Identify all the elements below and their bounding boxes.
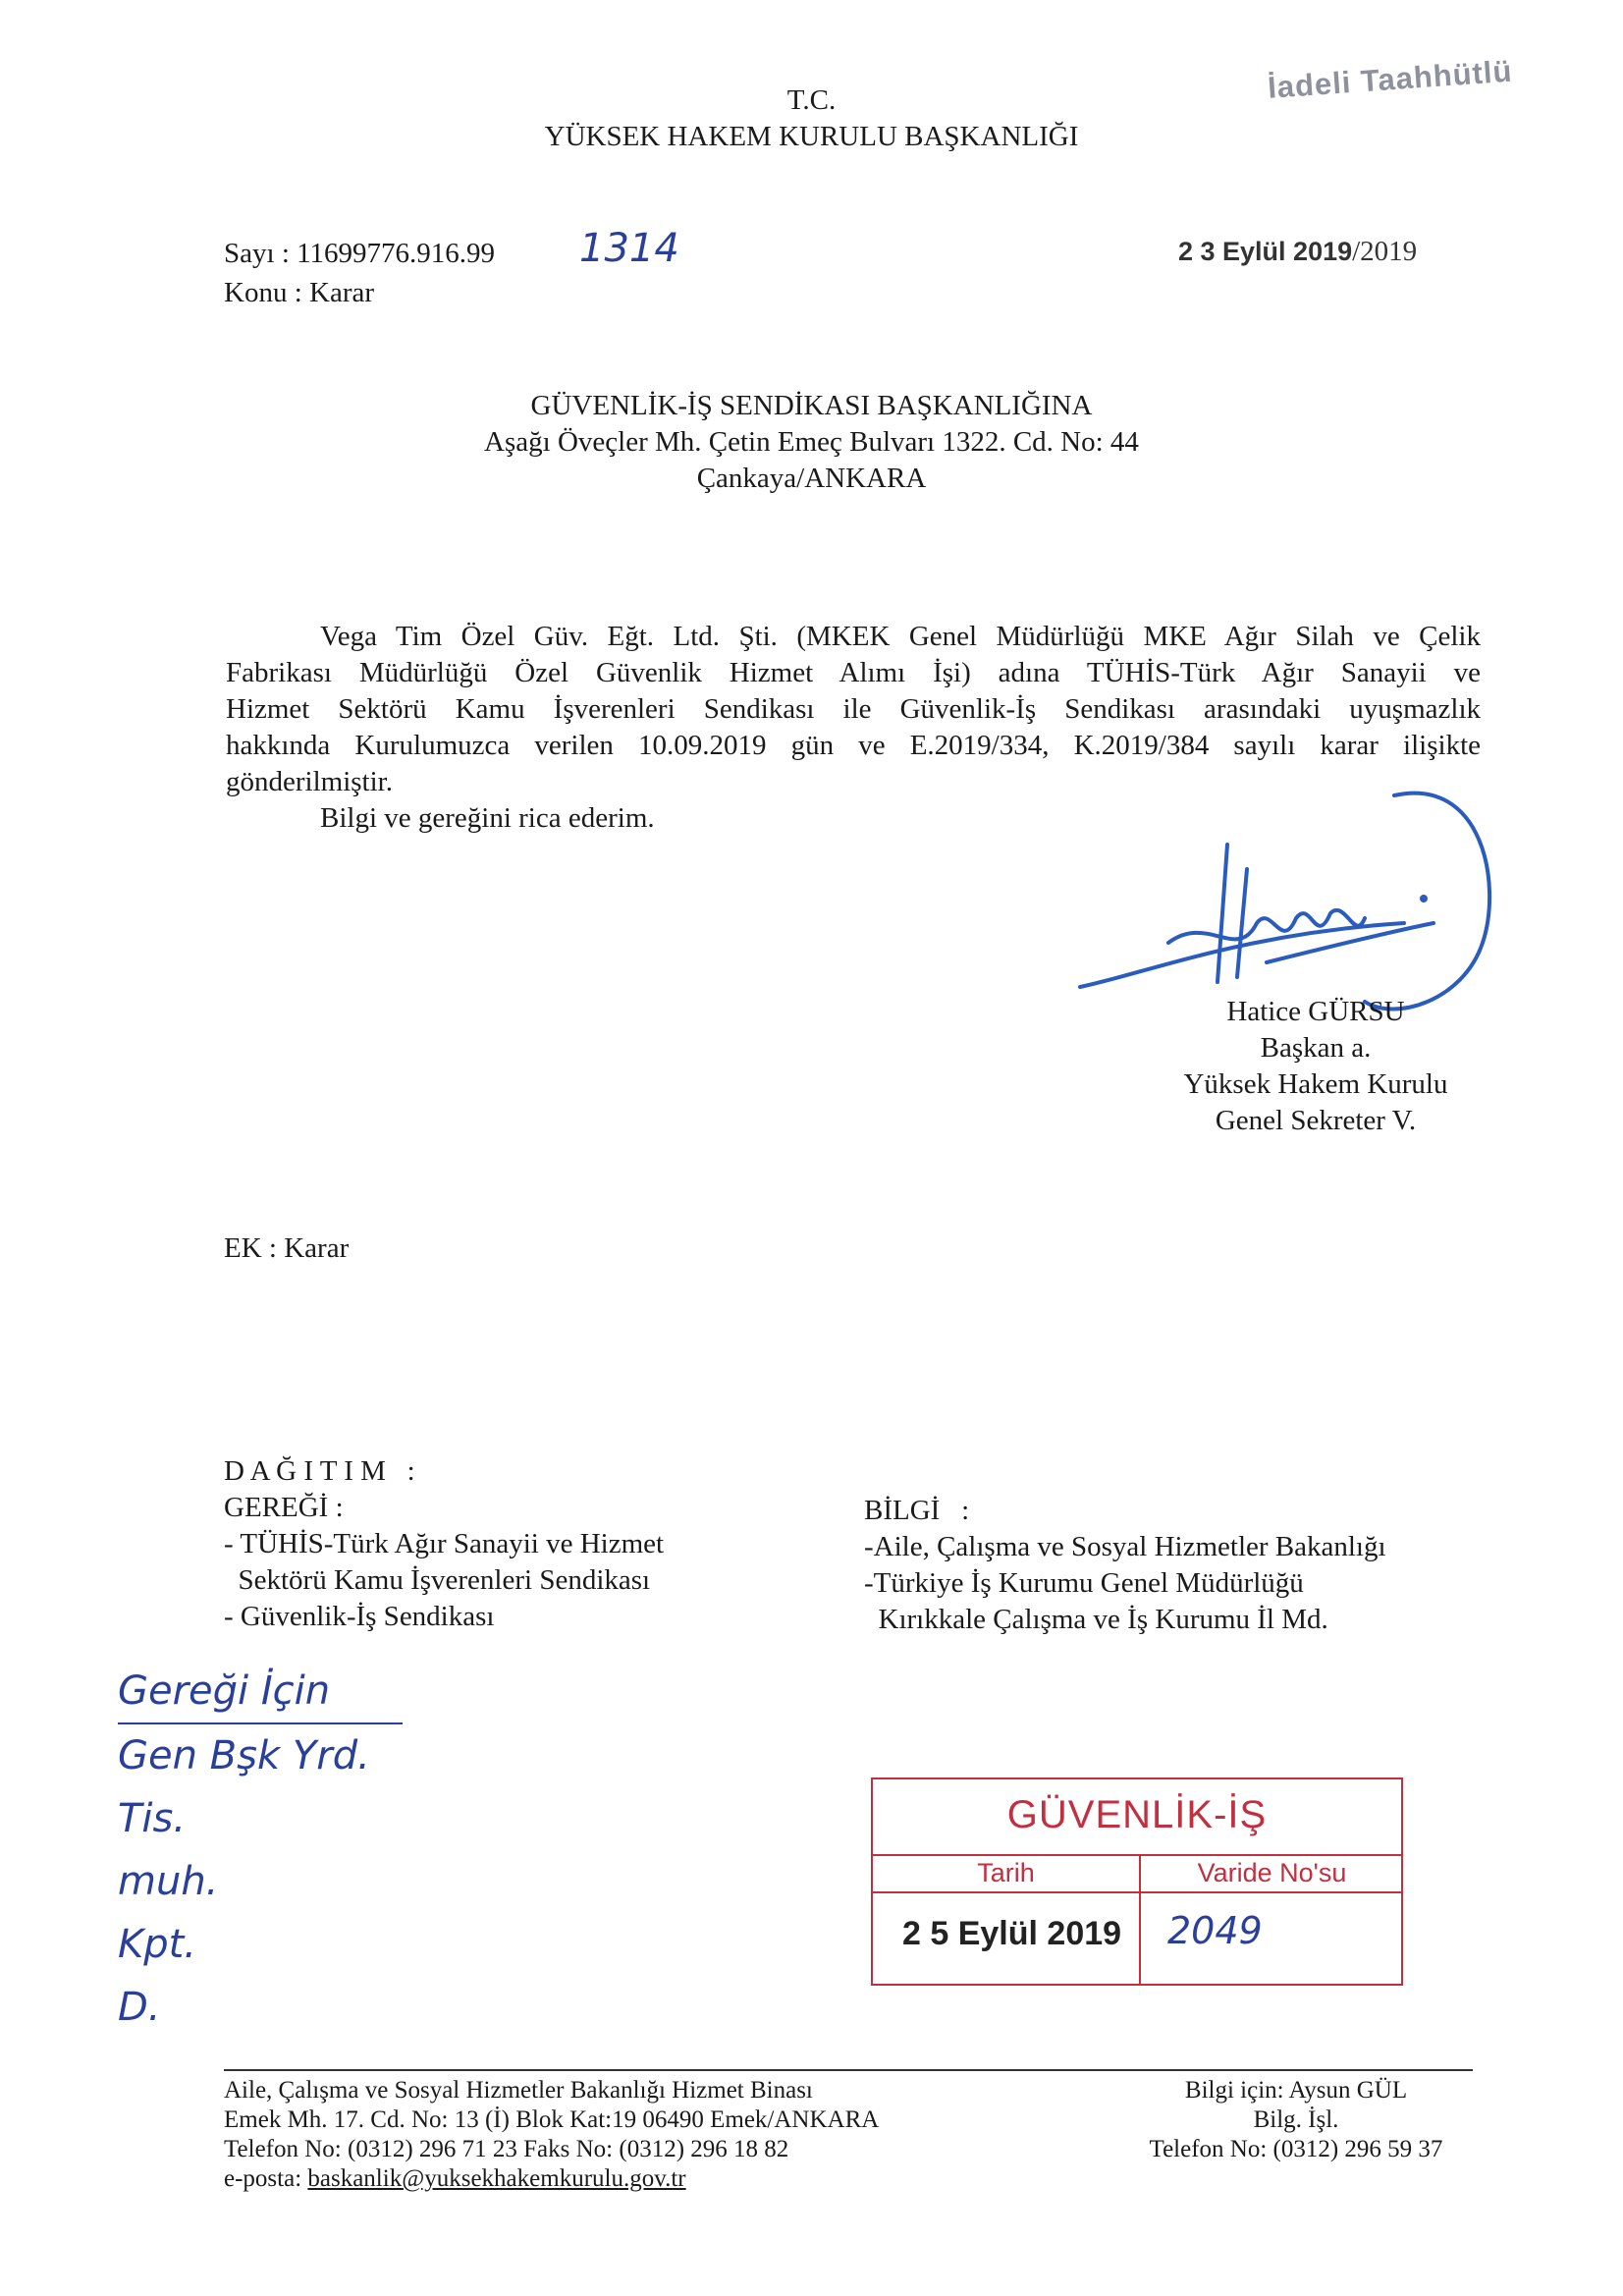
recipient-block: [0, 388, 1623, 497]
date-suffix: /2019: [1352, 236, 1418, 267]
handwritten-line-3: Tis.: [118, 1796, 187, 1841]
handwritten-line-4: muh.: [118, 1859, 219, 1904]
attachment-value: : Karar: [268, 1232, 350, 1264]
footer-address-line: Emek Mh. 17. Cd. No: 13 (İ) Blok Kat:19 06490 Emek/ANKARA: [224, 2106, 880, 2133]
sayi-value: : 11699776.916.99: [281, 238, 496, 269]
body-line-5: gönderilmiştir.: [226, 766, 393, 797]
closing-sentence: Bilgi ve gereğini rica ederim.: [320, 802, 655, 834]
attachment-row: [224, 1230, 349, 1267]
footer-contact-line: Telefon No: (0312) 296 59 37: [1149, 2136, 1443, 2162]
footer-email-row: [224, 2164, 879, 2194]
konu-value: : Karar: [294, 277, 375, 308]
handwritten-signature: [1070, 776, 1512, 1031]
handwritten-line-6: D.: [118, 1985, 161, 2030]
footer-address-line: Telefon No: (0312) 296 71 23 Faks No: (0312) 296 18 82: [224, 2136, 789, 2162]
bilgi-item: -Aile, Çalışma ve Sosyal Hizmetler Bakanlığı: [864, 1531, 1386, 1562]
footer-contact-line: Bilgi için: Aysun GÜL: [1184, 2077, 1408, 2104]
signatory-title-2: Yüksek Hakem Kurulu: [1183, 1068, 1448, 1100]
signatory-title-3: Genel Sekreter V.: [1215, 1105, 1417, 1136]
handwritten-routing-note: [118, 1660, 403, 2039]
sayi-label: Sayı: [224, 238, 275, 269]
footer-email-label: e-posta:: [224, 2165, 302, 2192]
geregi-label: GEREĞİ :: [224, 1492, 344, 1523]
bilgi-item: -Türkiye İş Kurumu Genel Müdürlüğü: [864, 1567, 1304, 1599]
handwritten-line-5: Kpt.: [118, 1922, 197, 1967]
handwritten-line-2: Gen Bşk Yrd.: [118, 1733, 370, 1778]
distribution-info: [864, 1493, 1386, 1638]
letterhead-tc: T.C.: [786, 84, 837, 116]
date-stamp-value: 2 3 Eylül 2019: [1178, 237, 1353, 266]
sayi-handwritten-number: 1314: [579, 226, 679, 271]
signatory-title-1: Başkan a.: [1260, 1032, 1372, 1064]
distribution-heading: D A Ğ I T I M :: [224, 1455, 415, 1487]
stamp-title: GÜVENLİK-İŞ: [1006, 1793, 1268, 1836]
recipient-city: Çankaya/ANKARA: [696, 463, 927, 494]
stamp-number-value: 2049: [1167, 1909, 1263, 1952]
konu-label: Konu: [224, 277, 288, 308]
footer-divider: [224, 2069, 1473, 2071]
footer-address: [224, 2076, 879, 2194]
signatory-name: Hatice GÜRSU: [1226, 996, 1405, 1027]
stamp-divider: [873, 1891, 1401, 1893]
bilgi-item: Kırıkkale Çalışma ve İş Kurumu İl Md.: [864, 1604, 1328, 1635]
stamp-number-label: Varide No'su: [1197, 1858, 1347, 1887]
body-line-3: Hizmet Sektörü Kamu İşverenleri Sendikası ile Güvenlik-İş Sendikası arasındaki uyuşmazlık: [226, 693, 1481, 725]
subject-row: [224, 275, 374, 311]
incoming-registration-stamp: [871, 1777, 1403, 1986]
stamp-date-value: 2 5 Eylül 2019: [902, 1915, 1122, 1952]
recipient-address: Aşağı Öveçler Mh. Çetin Emeç Bulvarı 1322. Cd. No: 44: [484, 426, 1139, 458]
geregi-item: - TÜHİS-Türk Ağır Sanayii ve Hizmet: [224, 1528, 665, 1559]
stamp-divider: [873, 1854, 1401, 1856]
reference-number-row: [224, 236, 495, 272]
body-line-2: Fabrikası Müdürlüğü Özel Güvenlik Hizmet Alımı İşi) adına TÜHİS-Türk Ağır Sanayii ve: [226, 657, 1481, 688]
date-stamp: [1178, 236, 1417, 268]
footer-email-link[interactable]: baskanlik@yuksekhakemkurulu.gov.tr: [307, 2165, 686, 2192]
body-line-1: Vega Tim Özel Güv. Eğt. Ltd. Şti. (MKEK Genel Müdürlüğü MKE Ağır Silah ve Çelik: [320, 621, 1481, 652]
stamp-date-label: Tarih: [977, 1858, 1035, 1887]
handwritten-line-1: Gereği İçin: [118, 1660, 403, 1724]
footer-contact: [1100, 2076, 1492, 2164]
signature-block: [1100, 994, 1532, 1139]
registered-mail-stamp: İadeli Taahhütlü: [1267, 53, 1514, 105]
footer-contact-line: Bilg. İşl.: [1253, 2106, 1339, 2133]
body-line-4: hakkında Kurulumuzca verilen 10.09.2019 gün ve E.2019/334, K.2019/384 sayılı karar ilişikte: [226, 730, 1481, 761]
geregi-item: - Güvenlik-İş Sendikası: [224, 1601, 495, 1632]
footer-address-line: Aile, Çalışma ve Sosyal Hizmetler Bakanlığı Hizmet Binası: [224, 2077, 813, 2104]
geregi-item: Sektörü Kamu İşverenleri Sendikası: [224, 1564, 651, 1596]
distribution-action: [224, 1453, 664, 1635]
recipient-name: GÜVENLİK-İŞ SENDİKASI BAŞKANLIĞINA: [530, 390, 1093, 421]
bilgi-label: BİLGİ :: [864, 1495, 970, 1526]
letterhead-institution: YÜKSEK HAKEM KURULU BAŞKANLIĞI: [544, 121, 1079, 152]
attachment-label: EK: [224, 1232, 262, 1264]
